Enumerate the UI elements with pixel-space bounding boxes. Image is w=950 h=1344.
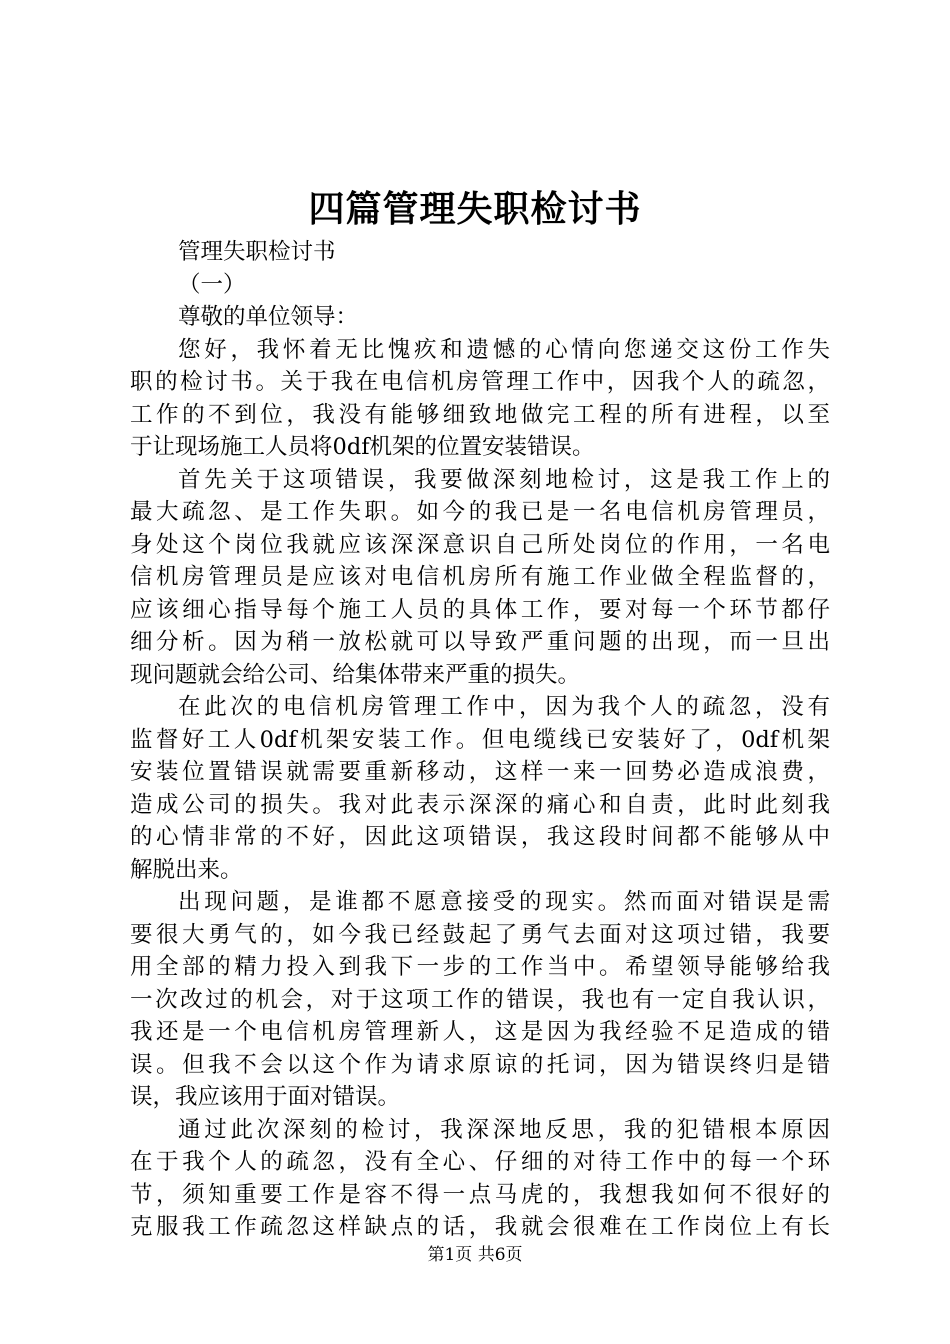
document-title: 四篇管理失职检讨书	[308, 188, 642, 230]
text-line: 管理失职检讨书	[178, 239, 336, 265]
text-line: 安装位置错误就需要重新移动，这样一来一回势必造成浪费，	[130, 759, 830, 785]
text-line: 我还是一个电信机房管理新人，这是因为我经验不足造成的错	[130, 1019, 830, 1045]
text-line: 最大疏忽、是工作失职。如今的我已是一名电信机房管理员，	[130, 499, 830, 525]
text-line: 用全部的精力投入到我下一步的工作当中。希望领导能够给我	[130, 954, 830, 980]
text-line: 在于我个人的疏忽，没有全心、仔细的对待工作中的每一个环	[130, 1149, 830, 1175]
text-line: 首先关于这项错误，我要做深刻地检讨，这是我工作上的	[178, 466, 830, 493]
text-line: 要很大勇气的，如今我已经鼓起了勇气去面对这项过错，我要	[130, 921, 830, 948]
text-line: 在此次的电信机房管理工作中，因为我个人的疏忽，没有	[178, 694, 830, 720]
text-line: 解脱出来。	[130, 856, 243, 883]
text-line: 信机房管理员是应该对电信机房所有施工作业做全程监督的，	[130, 564, 830, 590]
text-line: 误，我应该用于面对错误。	[130, 1084, 401, 1110]
text-line: （一）	[178, 271, 246, 298]
text-line: 误。但我不会以这个作为请求原谅的托词，因为错误终归是错	[130, 1051, 830, 1078]
text-line: 克服我工作疏忽这样缺点的话，我就会很难在工作岗位上有长	[130, 1214, 830, 1240]
text-line: 的心情非常的不好，因此这项错误，我这段时间都不能够从中	[130, 824, 830, 850]
document-body	[130, 236, 830, 1244]
text-line: 于让现场施工人员将0df机架的位置安装错误。	[130, 434, 595, 460]
text-line: 节，须知重要工作是容不得一点马虎的，我想我如何不很好的	[130, 1181, 830, 1208]
text-line: 现问题就会给公司、给集体带来严重的损失。	[130, 661, 581, 688]
text-line: 您好，我怀着无比愧疚和遗憾的心情向您递交这份工作失	[178, 336, 830, 363]
text-line: 细分析。因为稍一放松就可以导致严重问题的出现，而一旦出	[130, 629, 830, 655]
text-line: 造成公司的损失。我对此表示深深的痛心和自责，此时此刻我	[130, 791, 830, 818]
text-line: 工作的不到位，我没有能够细致地做完工程的所有进程，以至	[130, 401, 830, 428]
text-line: 尊敬的单位领导：	[178, 304, 359, 330]
text-line: 监督好工人0df机架安装工作。但电缆线已安装好了，0df机架	[130, 726, 830, 753]
page-number-footer: 第1页 共6页	[427, 1245, 523, 1265]
text-line: 应该细心指导每个施工人员的具体工作，要对每一个环节都仔	[130, 596, 830, 623]
text-line: 身处这个岗位我就应该深深意识自己所处岗位的作用，一名电	[130, 531, 830, 558]
text-line: 职的检讨书。关于我在电信机房管理工作中，因我个人的疏忽，	[130, 369, 830, 395]
text-line: 一次改过的机会，对于这项工作的错误，我也有一定自我认识，	[130, 986, 830, 1013]
text-line: 出现问题，是谁都不愿意接受的现实。然而面对错误是需	[178, 889, 830, 915]
text-line: 通过此次深刻的检讨，我深深地反思，我的犯错根本原因	[178, 1116, 830, 1143]
